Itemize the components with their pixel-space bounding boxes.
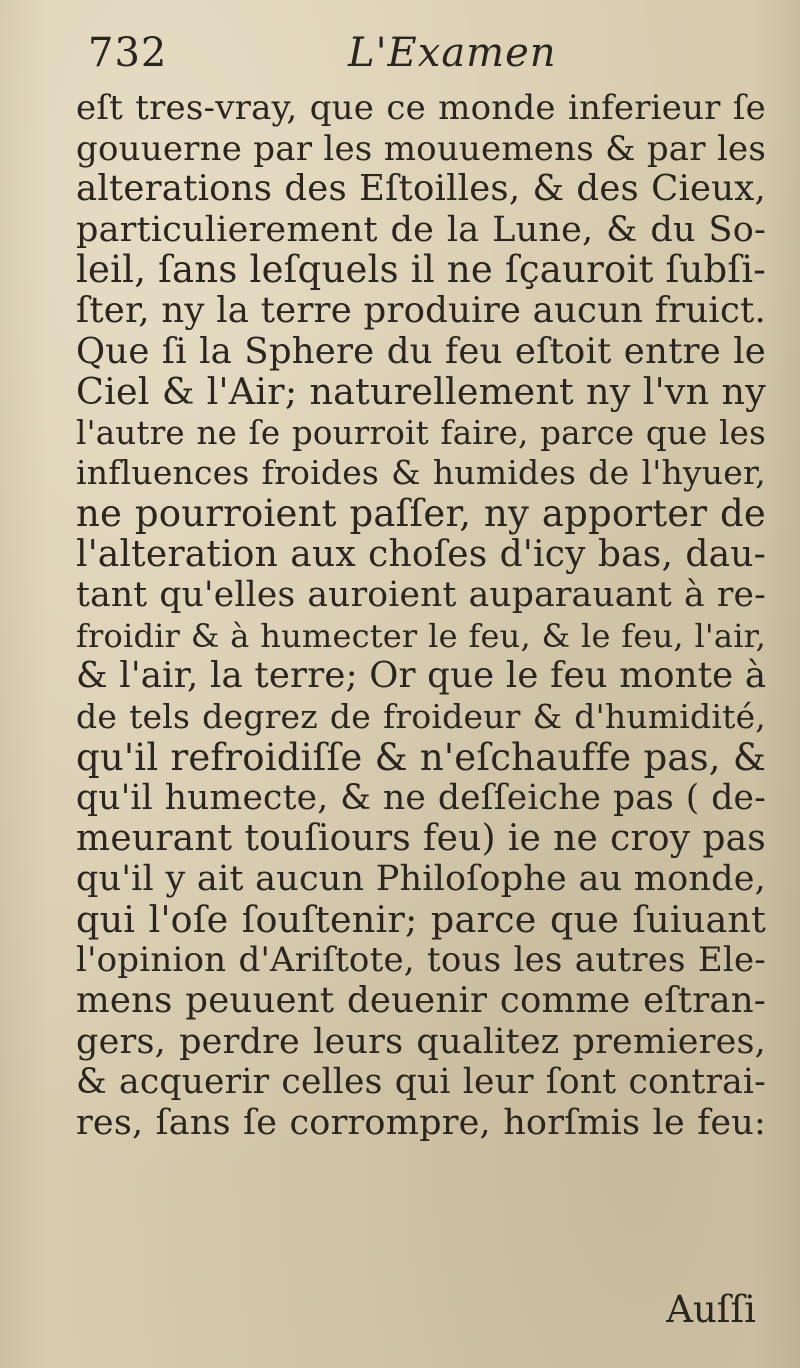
text-line: gouuerne par les mouuemens & par les (76, 128, 766, 169)
body-text (76, 88, 766, 1143)
text-line: gers, perdre leurs qualitez premieres, (76, 1021, 766, 1062)
text-line: qu'il humecte, & ne deſſeiche pas ( de- (76, 778, 766, 819)
text-line: ſter, ny la terre produire aucun fruict. (76, 289, 766, 331)
running-head-text: L'Examen (348, 30, 557, 76)
text-line: Que ſi la Sphere du feu eſtoit entre le (76, 330, 766, 372)
text-line: particulierement de la Lune, & du So- (76, 209, 766, 250)
text-line: l'alteration aux choſes d'icy bas, dau- (76, 533, 766, 575)
text-line: & l'air, la terre; Or que le feu monte à (76, 655, 767, 697)
text-line: res, ſans ſe corrompre, horſmis le feu: (76, 1102, 766, 1143)
text-line: influences froides & humides de l'hyuer, (76, 453, 766, 493)
text-line: l'autre ne ſe pourroit faire, parce que les (76, 413, 766, 452)
catchword: Auſſi (666, 1288, 756, 1331)
text-line: qu'il y ait aucun Philoſophe au monde, (76, 859, 766, 900)
text-line: leil, ſans leſquels il ne ſçauroit ſubſi- (76, 248, 766, 292)
text-line: froidir & à humecter le feu, & le feu, l'air, (76, 616, 766, 655)
text-line: mens peuuent deuenir comme eſtran- (76, 980, 766, 1022)
page-header (88, 22, 740, 82)
page-number: 732 (88, 30, 168, 76)
text-line: & acquerir celles qui leur ſont contrai- (76, 1062, 766, 1103)
text-line: ne pourroient paſſer, ny apporter de (76, 491, 766, 535)
text-line: tant qu'elles auroient auparauant à re- (76, 575, 766, 616)
text-line: meurant touſiours feu) ie ne croy pas (76, 817, 766, 859)
text-line: l'opinion d'Ariſtote, tous les autres Ele- (76, 940, 766, 981)
text-line: de tels degrez de froideur & d'humidité, (76, 696, 766, 736)
text-line: Ciel & l'Air; naturellement ny l'vn ny (76, 370, 766, 414)
text-line: qui l'oſe ſouſtenir; parce que ſuiuant (76, 897, 766, 941)
text-line: qu'il refroidiſſe & n'eſchauffe pas, & (76, 735, 766, 779)
text-line: alterations des Eſtoilles, & des Cieux, (76, 168, 766, 210)
running-head (348, 30, 557, 76)
text-line: eſt tres-vray, que ce monde inferieur ſe (76, 88, 766, 128)
